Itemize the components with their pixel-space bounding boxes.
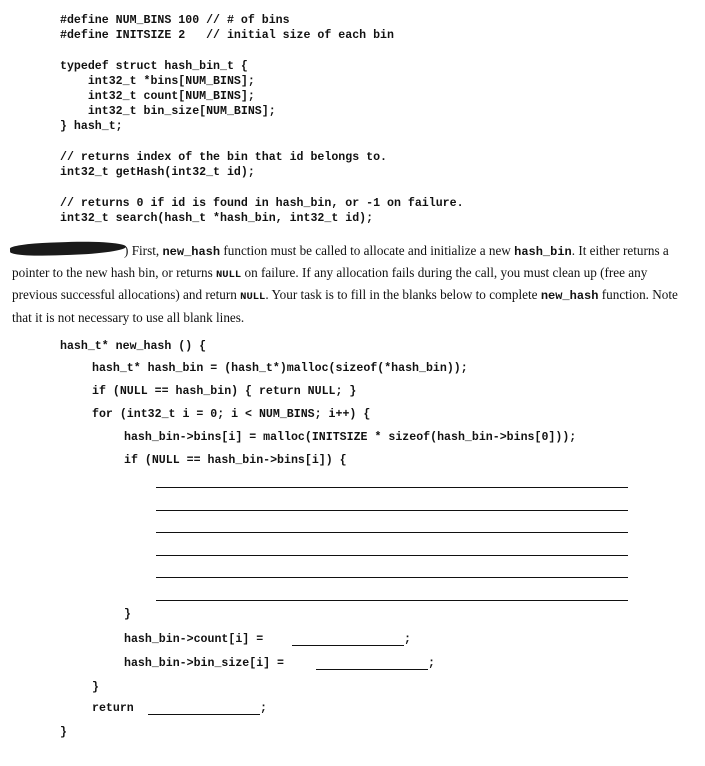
search-comment: // returns 0 if id is found in hash_bin, or -1 on failure. bbox=[60, 197, 464, 210]
new-hash-ref: new_hash bbox=[162, 245, 221, 259]
null-ref-1: NULL bbox=[216, 268, 242, 281]
bin-size-answer-blank[interactable] bbox=[316, 669, 428, 670]
instruction-text-1: ) First, bbox=[124, 243, 163, 258]
gethash-comment: // returns index of the bin that id belongs to. bbox=[60, 151, 387, 164]
hash-bin-ref: hash_bin bbox=[514, 245, 572, 259]
bins-null-check: if (NULL == hash_bin->bins[i]) { bbox=[124, 454, 347, 467]
struct-line-5: } hash_t; bbox=[60, 120, 123, 133]
gethash-decl: int32_t getHash(int32_t id); bbox=[60, 166, 255, 179]
hash-bin-malloc-line: hash_t* hash_bin = (hash_t*)malloc(sizeof(*hash_bin)); bbox=[92, 362, 468, 375]
answer-blank-line-2[interactable] bbox=[156, 510, 628, 511]
new-hash-ref-2: new_hash bbox=[540, 289, 599, 303]
instruction-text-3: . It either returns a pointer to the new hash bin, or returns bbox=[12, 243, 669, 280]
null-ref-2: NULL bbox=[240, 291, 266, 303]
answer-blank-line-1[interactable] bbox=[156, 487, 628, 488]
answer-blank-line-5[interactable] bbox=[156, 577, 628, 578]
count-assign-line: hash_bin->count[i] = bbox=[124, 633, 264, 646]
answer-blank-line-4[interactable] bbox=[156, 555, 628, 556]
struct-line-1: typedef struct hash_bin_t { bbox=[60, 60, 248, 73]
struct-line-3: int32_t count[NUM_BINS]; bbox=[60, 90, 255, 103]
answer-blank-line-3[interactable] bbox=[156, 532, 628, 533]
function-close-brace: } bbox=[60, 726, 67, 739]
inner-if-close-brace: } bbox=[124, 608, 131, 621]
instruction-paragraph bbox=[12, 241, 684, 328]
return-semicolon: ; bbox=[260, 702, 267, 715]
struct-line-4: int32_t bin_size[NUM_BINS]; bbox=[60, 105, 276, 118]
answer-blank-line-6[interactable] bbox=[156, 600, 628, 601]
instruction-text-6: function. Note that it is not necessary to use all blank lines. bbox=[12, 287, 678, 325]
instruction-text-4: on failure. If any allocation fails during the call, you must clean up (free any previous successful allocations) and return bbox=[12, 264, 648, 302]
instruction-text-2: function must be called to allocate and initialize a new bbox=[220, 243, 515, 258]
struct-line-2: int32_t *bins[NUM_BINS]; bbox=[60, 75, 255, 88]
return-answer-blank[interactable] bbox=[148, 714, 260, 715]
return-keyword: return bbox=[92, 702, 134, 715]
search-decl: int32_t search(hash_t *hash_bin, int32_t id); bbox=[60, 212, 374, 225]
for-loop-header: for (int32_t i = 0; i < NUM_BINS; i++) { bbox=[92, 408, 371, 421]
for-loop-close-brace: } bbox=[92, 681, 99, 694]
hash-bin-null-check: if (NULL == hash_bin) { return NULL; } bbox=[92, 385, 357, 398]
define-num-bins: #define NUM_BINS 100 // # of bins bbox=[60, 14, 290, 27]
count-semicolon: ; bbox=[404, 633, 411, 646]
bins-malloc-line: hash_bin->bins[i] = malloc(INITSIZE * sizeof(hash_bin->bins[0])); bbox=[124, 431, 577, 444]
define-initsize: #define INITSIZE 2 // initial size of each bin bbox=[60, 29, 394, 42]
bin-size-assign-line: hash_bin->bin_size[i] = bbox=[124, 657, 285, 670]
bin-size-semicolon: ; bbox=[428, 657, 435, 670]
new-hash-signature: hash_t* new_hash () { bbox=[60, 340, 207, 353]
instruction-text-5: . Your task is to fill in the blanks below to complete bbox=[265, 287, 541, 302]
count-answer-blank[interactable] bbox=[292, 645, 404, 646]
